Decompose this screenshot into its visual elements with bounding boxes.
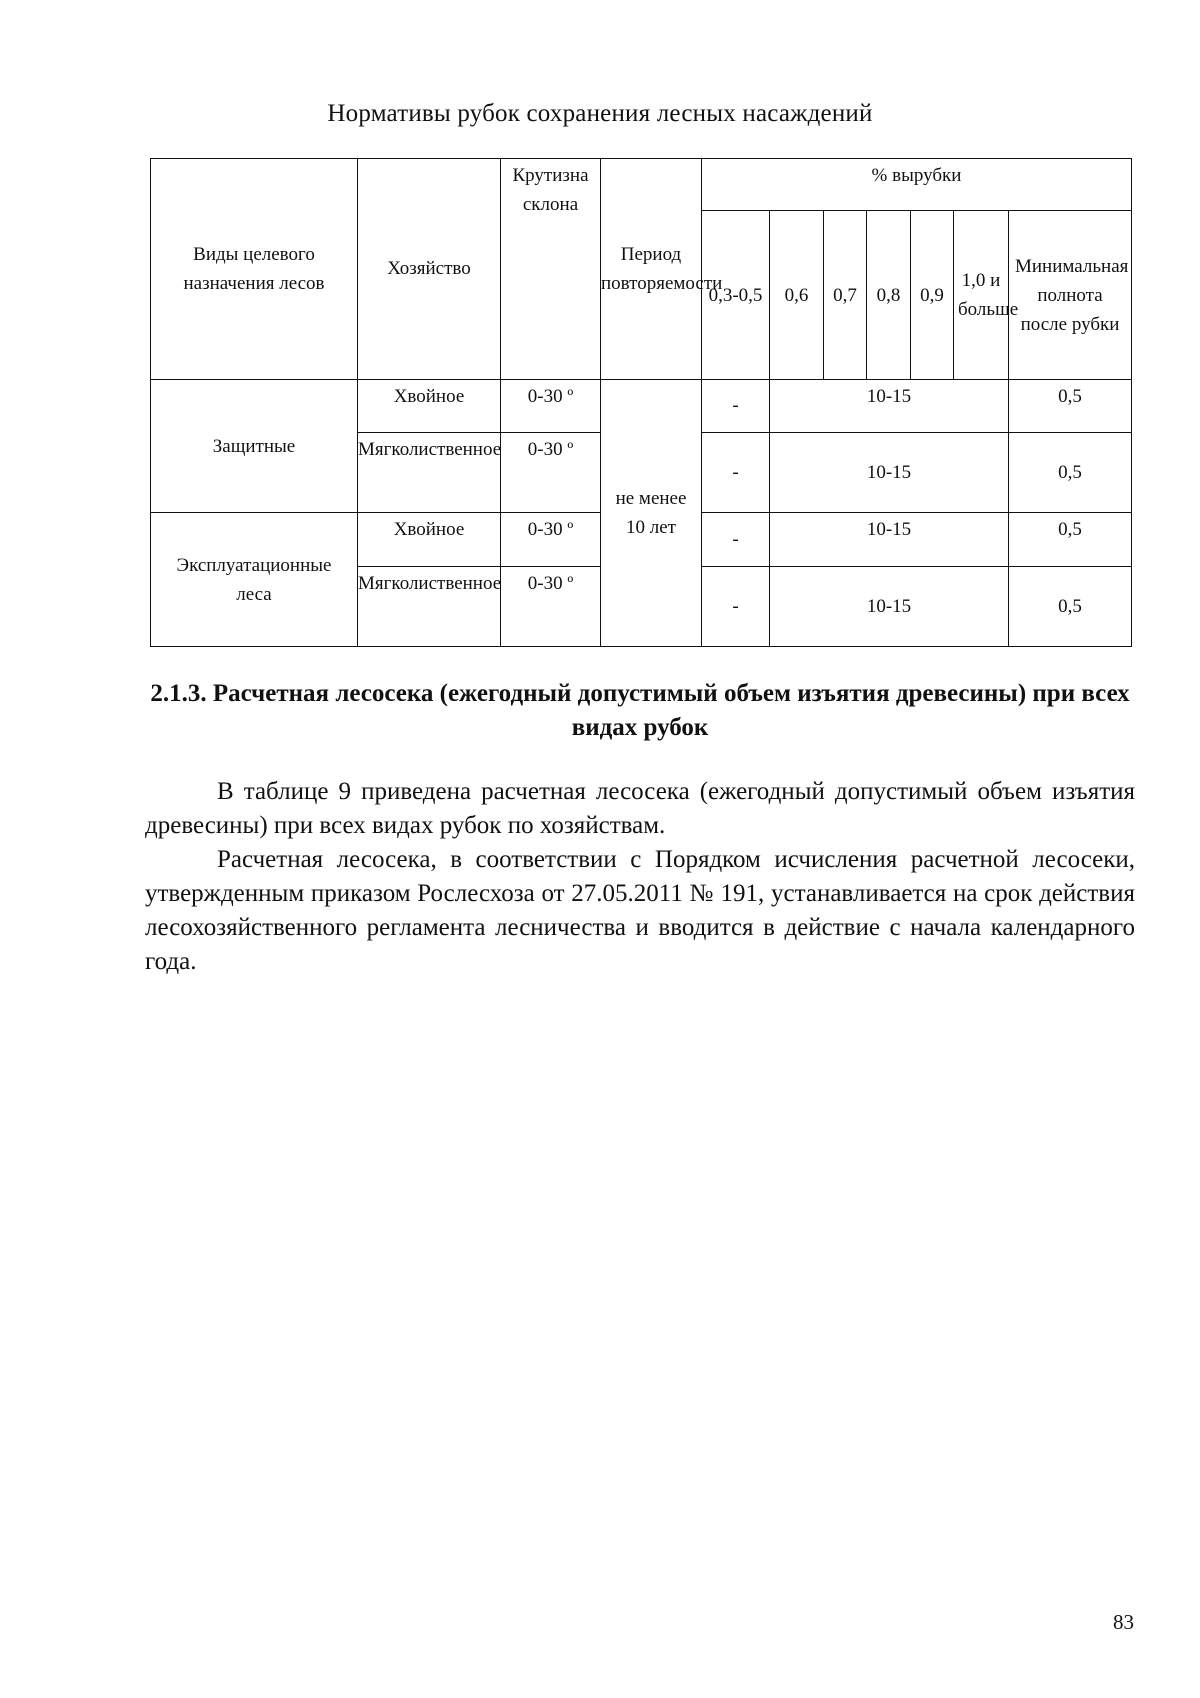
- row-slope: 0-30 º: [501, 379, 601, 432]
- period-value: не менее 10 лет: [601, 379, 702, 646]
- row-farm: Хвойное: [358, 513, 501, 566]
- row-low-density: -: [702, 566, 770, 646]
- row-min-density: 0,5: [1009, 433, 1132, 513]
- section-heading: 2.1.3. Расчетная лесосека (ежегодный допустимый объем изъятия древесины) при всех видах рубок: [150, 680, 1130, 741]
- row-min-density: 0,5: [1009, 513, 1132, 566]
- header-density-5: 0,9: [911, 211, 954, 380]
- logging-norms-table: [150, 158, 1132, 647]
- row-min-density: 0,5: [1009, 379, 1132, 432]
- header-slope: Крутизна склона: [501, 159, 601, 380]
- row-low-density: -: [702, 513, 770, 566]
- row-slope: 0-30 º: [501, 513, 601, 566]
- paragraph: В таблице 9 приведена расчетная лесосека (ежегодный допустимый объем изъятия древесины) при всех видах рубок по хозяйствам.: [145, 778, 1135, 839]
- header-farm: Хозяйство: [358, 159, 501, 380]
- row-slope: 0-30 º: [501, 433, 601, 513]
- header-min-density: Минимальная полнота после рубки: [1009, 211, 1132, 380]
- header-density-4: 0,8: [867, 211, 911, 380]
- header-density-3: 0,7: [824, 211, 867, 380]
- table-caption: Нормативы рубок сохранения лесных насаждений: [327, 100, 873, 127]
- group-protective: Защитные: [151, 379, 358, 513]
- row-min-density: 0,5: [1009, 566, 1132, 646]
- header-period: Период повторяемости: [601, 159, 702, 380]
- header-density-2: 0,6: [770, 211, 824, 380]
- row-cut-percent: 10-15: [770, 513, 1009, 566]
- row-low-density: -: [702, 379, 770, 432]
- body-text: [145, 775, 1135, 979]
- row-cut-percent: 10-15: [770, 433, 1009, 513]
- row-low-density: -: [702, 433, 770, 513]
- header-forest-type: Виды целевого назначения лесов: [151, 159, 358, 380]
- row-farm: Хвойное: [358, 379, 501, 432]
- row-cut-percent: 10-15: [770, 566, 1009, 646]
- row-farm: Мягколиственное: [358, 566, 501, 646]
- row-cut-percent: 10-15: [770, 379, 1009, 432]
- header-density-6: 1,0 и больше: [954, 211, 1009, 380]
- table-row: [151, 379, 1132, 432]
- page-number: 83: [1113, 1610, 1134, 1634]
- row-slope: 0-30 º: [501, 566, 601, 646]
- group-exploitation: Эксплуатационные леса: [151, 513, 358, 647]
- header-density-1: 0,3-0,5: [702, 211, 770, 380]
- row-farm: Мягколиственное: [358, 433, 501, 513]
- header-cut-percent: % вырубки: [702, 159, 1132, 211]
- paragraph: Расчетная лесосека, в соответствии с Порядком исчисления расчетной лесосеки, утвержденным приказом Рослесхоза от 27.05.2011 № 191, устанавливается на срок действия лесохозяйственного регламента лесничества и вводится в действие с начала календарного года.: [145, 846, 1135, 975]
